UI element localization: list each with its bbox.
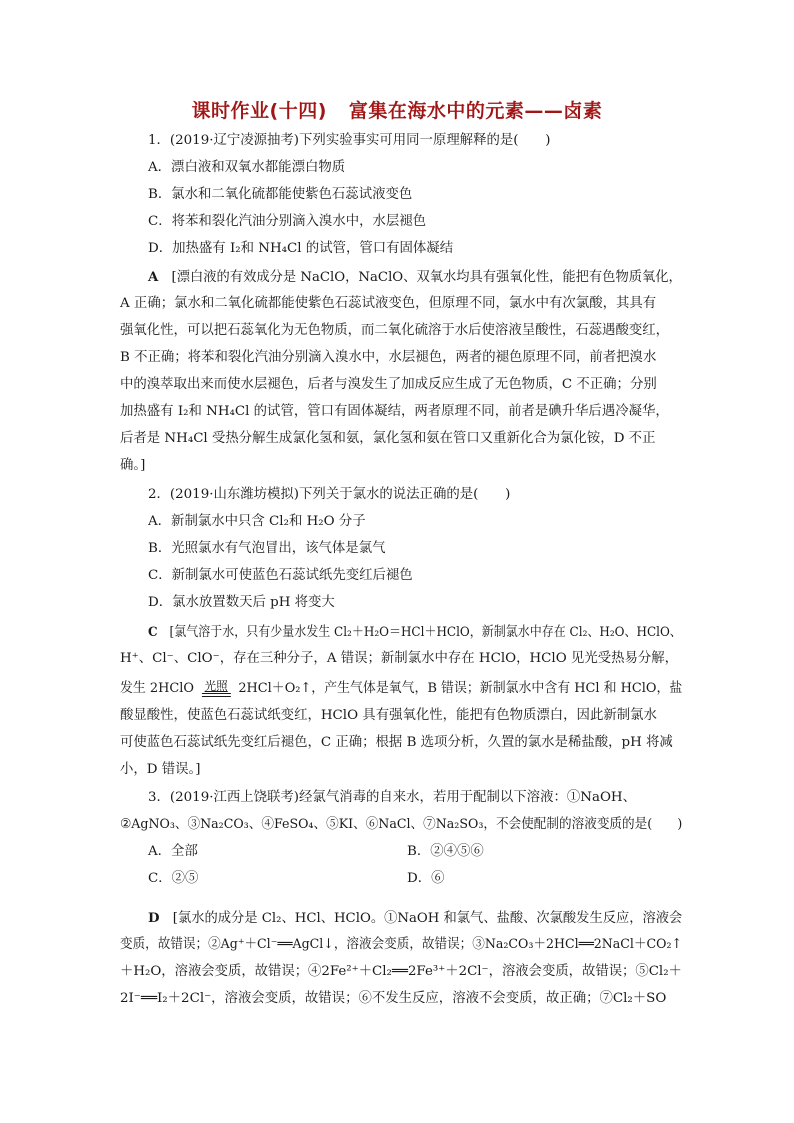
q1-option-d: D．加热盛有 I₂和 NH₄Cl 的试管，管口有固体凝结 xyxy=(148,241,454,256)
q1-explanation-4: B 不正确；将苯和裂化汽油分别滴入溴水中，水层褪色，两者的褪色原理不同，前者把溴水 xyxy=(120,350,657,365)
q3-stem-1: 3．(2019·江西上饶联考)经氯气消毒的自来水，若用于配制以下溶液：①NaOH、 xyxy=(148,790,636,805)
q1-option-b: B．氯水和二氧化硫都能使紫色石蕊试液变色 xyxy=(148,187,413,202)
q2-explanation-3 xyxy=(120,680,682,698)
q1-explanation-3: 强氧化性，可以把石蕊氧化为无色物质，而二氧化硫溶于水后使溶液呈酸性，石蕊遇酸变红， xyxy=(120,323,670,338)
q2-eq-left: 发生 2HClO xyxy=(120,681,194,696)
reaction-condition-label: 光照 xyxy=(204,679,228,693)
q3-answer-line-1 xyxy=(148,909,682,928)
q2-explanation-2: H⁺、Cl⁻、ClO⁻，存在三种分子，A 错误；新制氯水中存在 HClO，HClO 见光受热易分解， xyxy=(120,651,679,666)
title-left: 课时作业(十四) xyxy=(191,100,327,122)
q3-explanation-3: ＋H₂O，溶液会变质，故错误；④2Fe²⁺＋Cl₂══2Fe³⁺＋2Cl⁻，溶液会变质，故错误；⑤Cl₂＋ xyxy=(120,964,682,979)
q2-option-a: A．新制氯水中只含 Cl₂和 H₂O 分子 xyxy=(148,514,366,529)
q3-explanation-4: 2I⁻══I₂＋2Cl⁻，溶液会变质，故错误；⑥不发生反应，溶液不会变质，故正确；⑦Cl₂＋SO xyxy=(120,991,667,1006)
q2-explanation-4: 酸显酸性，使蓝色石蕊试纸变红，HClO 具有强氧化性，能把有色物质漂白，因此新制氯水 xyxy=(120,708,657,723)
q1-option-c: C．将苯和裂化汽油分别滴入溴水中，水层褪色 xyxy=(148,214,427,229)
q1-explanation-6: 加热盛有 I₂和 NH₄Cl 的试管，管口有固体凝结，两者原理不同，前者是碘升华后遇冷凝华， xyxy=(120,404,669,419)
q3-explanation-1: [氯水的成分是 Cl₂、HCl、HClO。①NaOH 和氯气、盐酸、次氯酸发生反应，溶液会 xyxy=(172,911,683,926)
q1-explanation-1: [漂白液的有效成分是 NaClO，NaClO、双氧水均具有强氧化性，能把有色物质氧化， xyxy=(171,270,682,285)
reaction-condition-arrow xyxy=(202,680,231,697)
q2-explanation-6: 小，D 错误。] xyxy=(120,762,201,777)
q1-explanation-5: 中的溴萃取出来而使水层褪色，后者与溴发生了加成反应生成了无色物质，C 不正确；分别 xyxy=(120,377,657,392)
q2-answer-letter: C xyxy=(148,624,158,640)
q2-option-d: D．氯水放置数天后 pH 将变大 xyxy=(148,595,335,610)
q3-option-b: B．②④⑤⑥ xyxy=(407,844,484,859)
q1-option-a: A．漂白液和双氧水都能漂白物质 xyxy=(148,160,346,175)
q1-explanation-2: A 正确；氯水和二氧化硫都能使紫色石蕊试液变色，但原理不同，氯水中有次氯酸，其具有 xyxy=(120,296,657,311)
q1-explanation-7: 后者是 NH₄Cl 受热分解生成氯化氢和氨，氯化氢和氨在管口又重新化合为氯化铵，D 不正 xyxy=(120,431,656,446)
q2-option-b: B．光照氯水有气泡冒出，该气体是氯气 xyxy=(148,541,386,556)
q3-option-c: C．②⑤ xyxy=(148,871,199,886)
q1-stem: 1．(2019·辽宁凌源抽考)下列实验事实可用同一原理解释的是( ) xyxy=(148,133,551,148)
q3-option-a: A．全部 xyxy=(148,844,198,859)
q3-stem-2: ②AgNO₃、③Na₂CO₃、④FeSO₄、⑤KI、⑥NaCl、⑦Na₂SO₃，不会使配制的溶液变质的是( ) xyxy=(120,817,683,832)
q3-option-d: D．⑥ xyxy=(407,871,445,886)
q2-option-c: C．新制氯水可使蓝色石蕊试纸先变红后褪色 xyxy=(148,568,413,583)
q2-stem: 2．(2019·山东潍坊模拟)下列关于氯水的说法正确的是( ) xyxy=(148,487,511,502)
q2-explanation-5: 可使蓝色石蕊试纸先变红后褪色，C 正确；根据 B 选项分析，久置的氯水是稀盐酸，pH 将减 xyxy=(120,735,673,750)
q1-answer-line-1 xyxy=(148,268,682,287)
q2-eq-right: 2HCl＋O₂↑，产生气体是氧气，B 错误；新制氯水中含有 HCl 和 HClO，盐 xyxy=(238,681,683,696)
q3-explanation-2: 变质，故错误；②Ag⁺＋Cl⁻══AgCl↓，溶液会变质，故错误；③Na₂CO₃＋2HCl══2NaCl＋CO₂↑ xyxy=(120,937,683,952)
q1-explanation-8: 确。] xyxy=(120,458,146,473)
page-title xyxy=(0,96,794,123)
q1-answer-letter: A xyxy=(148,269,159,285)
q3-answer-letter: D xyxy=(148,910,160,926)
q2-answer-line-1 xyxy=(148,623,682,642)
q2-explanation-1: [氯气溶于水，只有少量水发生 Cl₂＋H₂O＝HCl＋HClO，新制氯水中存在 Cl₂、H₂O、HClO、 xyxy=(169,625,682,640)
title-right: 富集在海水中的元素——卤素 xyxy=(348,100,603,122)
